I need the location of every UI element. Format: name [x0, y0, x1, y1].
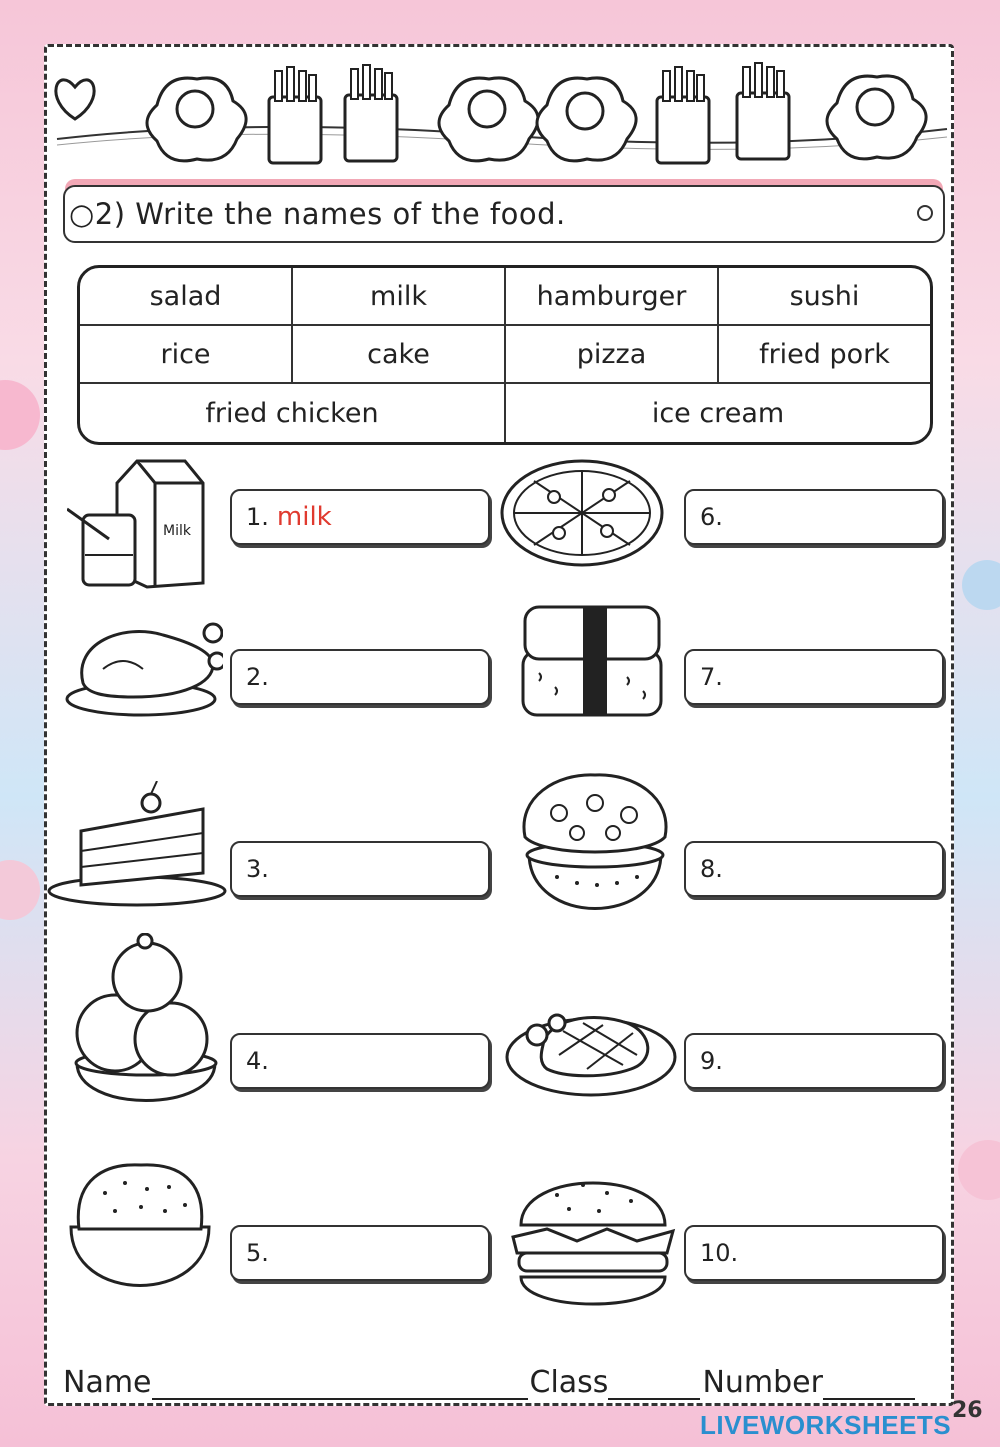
decorative-circle-icon	[917, 205, 933, 221]
item-number: 9.	[700, 1047, 723, 1075]
name-blank[interactable]	[152, 1374, 528, 1400]
word-bank-cell: ice cream	[651, 397, 785, 429]
answer-box-5[interactable]	[230, 1225, 490, 1281]
milk-carton-icon	[67, 455, 207, 590]
instruction-title: ○2) Write the names of the food.	[69, 197, 566, 231]
item-number: 3.	[246, 855, 269, 883]
salad-bowl-icon	[517, 767, 673, 917]
item-number: 4.	[246, 1047, 269, 1075]
bg-blob	[958, 1140, 1000, 1200]
item-number: 2.	[246, 663, 269, 691]
worksheet-page	[44, 44, 954, 1406]
word-bank-cell: cake	[293, 326, 506, 382]
hamburger-icon	[507, 1165, 679, 1315]
page-number: 26	[952, 1398, 983, 1423]
word-bank-cell: sushi	[789, 280, 860, 312]
answer-input-7[interactable]	[731, 662, 921, 692]
word-bank-cell: fried pork	[759, 338, 890, 370]
pizza-icon	[499, 457, 665, 569]
answer-box-6[interactable]	[684, 489, 944, 545]
word-bank-row	[80, 268, 930, 326]
answer-box-1[interactable]	[230, 489, 490, 545]
cake-slice-icon	[47, 781, 227, 911]
class-label: Class	[529, 1365, 609, 1400]
number-blank[interactable]	[823, 1374, 915, 1400]
answer-input-3[interactable]	[277, 854, 467, 884]
word-bank	[77, 265, 933, 445]
item-number: 7.	[700, 663, 723, 691]
word-bank-cell: milk	[293, 268, 506, 324]
name-label: Name	[63, 1365, 152, 1400]
item-number: 8.	[700, 855, 723, 883]
answer-text: milk	[276, 502, 332, 532]
student-info-footer	[63, 1365, 917, 1400]
answer-box-2[interactable]	[230, 649, 490, 705]
answer-input-4[interactable]	[277, 1046, 467, 1076]
answer-input-2[interactable]	[277, 662, 467, 692]
answer-box-3[interactable]	[230, 841, 490, 897]
answer-box-7[interactable]	[684, 649, 944, 705]
word-bank-cell: hamburger	[506, 268, 719, 324]
food-banner-decoration	[47, 47, 951, 167]
answer-input-9[interactable]	[731, 1046, 921, 1076]
ice-cream-bowl-icon	[71, 933, 221, 1133]
number-label: Number	[702, 1365, 823, 1400]
svg-text:Milk: Milk	[163, 523, 191, 539]
word-bank-cell: rice	[80, 326, 293, 382]
item-number: 6.	[700, 503, 723, 531]
word-bank-cell: salad	[80, 268, 293, 324]
class-blank[interactable]	[608, 1374, 700, 1400]
answer-box-4[interactable]	[230, 1033, 490, 1089]
item-number: 1.	[246, 503, 269, 531]
instruction-box	[63, 185, 945, 243]
sushi-icon	[519, 603, 665, 719]
bg-blob	[0, 380, 40, 450]
answer-input-10[interactable]	[746, 1238, 936, 1268]
answer-box-9[interactable]	[684, 1033, 944, 1089]
word-bank-cell: pizza	[506, 326, 719, 382]
word-bank-cell: fried chicken	[80, 384, 506, 442]
bg-blob	[0, 860, 40, 920]
roast-chicken-icon	[63, 613, 223, 719]
item-number: 5.	[246, 1239, 269, 1267]
liveworksheets-logo: LIVEWORKSHEETS	[700, 1410, 952, 1440]
rice-bowl-icon	[65, 1159, 215, 1297]
answer-input-5[interactable]	[277, 1238, 467, 1268]
answer-box-10[interactable]	[684, 1225, 944, 1281]
bg-blob	[962, 560, 1000, 610]
answer-input-8[interactable]	[731, 854, 921, 884]
answer-input-6[interactable]	[731, 502, 921, 532]
answer-box-8[interactable]	[684, 841, 944, 897]
word-bank-row	[80, 384, 930, 442]
item-number: 10.	[700, 1239, 739, 1267]
word-bank-row	[80, 326, 930, 384]
fried-pork-plate-icon	[503, 1005, 679, 1099]
